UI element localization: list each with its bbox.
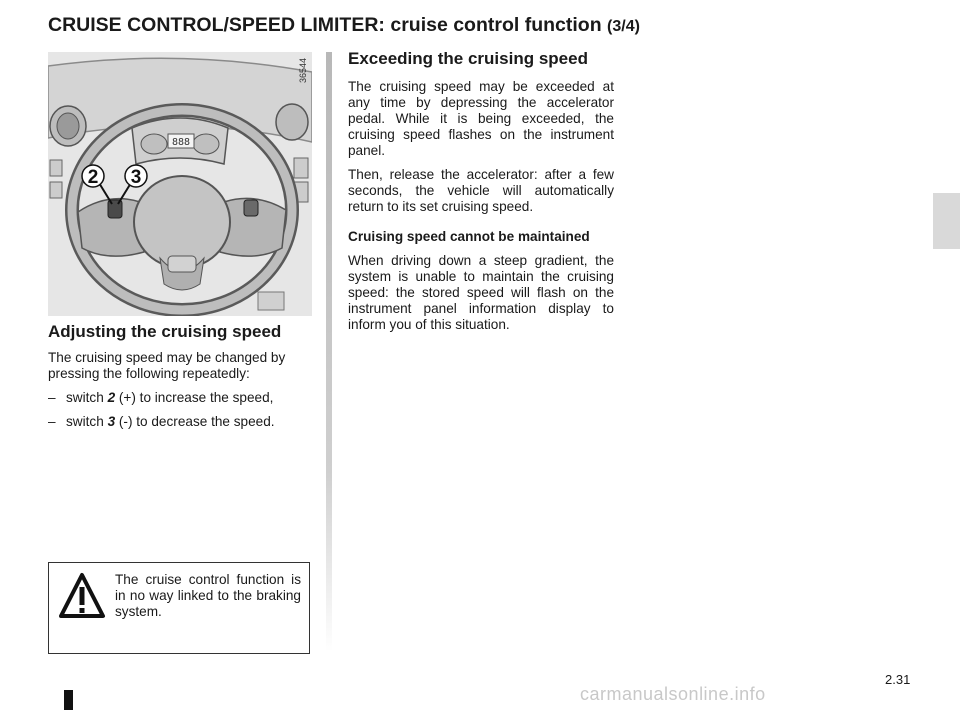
title-part: (3/4) [607,18,640,35]
exceeding-para-1: The cruising speed may be exceeded at any time by depressing the accelerator pedal. While it is being exceeded, the cruising speed flashes on the instrument panel. [348,79,614,159]
exceeding-para-2: Then, release the accelerator: after a few seconds, the vehicle will automatically return to its set cruising speed. [348,167,614,215]
steering-wheel-drawing [48,52,312,316]
list-prefix: switch [66,414,104,430]
cluster-display: 888 [171,137,191,148]
watermark: carmanualsonline.info [580,684,766,704]
adjusting-section [48,322,314,438]
list-dash: – [48,390,56,406]
list-suffix: (+) to increase the speed, [118,390,274,406]
switch-number: 2 [107,390,116,406]
corner-mark [64,690,73,710]
column-divider [326,52,332,652]
figure-number: 36544 [298,58,308,84]
page-number: 2.31 [885,672,911,687]
section-tab [933,193,960,249]
exceeding-section [348,49,614,341]
list-dash: – [48,414,56,430]
list-item-increase [48,390,314,406]
warning-triangle-icon [58,572,106,622]
callout-2: 2 [87,167,99,188]
adjusting-intro: The cruising speed may be changed by pressing the following repeatedly: [48,350,286,382]
adjusting-heading: Adjusting the cruising speed [48,322,282,341]
steering-wheel-illustration [48,52,312,316]
list-suffix: (-) to decrease the speed. [118,414,275,430]
maintain-para: When driving down a steep gradient, the system is unable to maintain the cruising speed: the stored speed will flash on the instrument panel information display to inform you of this situation. [348,253,614,333]
exceeding-heading: Exceeding the cruising speed [348,49,588,68]
warning-box [48,562,310,654]
callout-3: 3 [130,167,142,188]
maintain-subheading: Cruising speed cannot be maintained [348,229,590,245]
warning-text: The cruise control function is in no way linked to the braking system. [115,572,301,619]
list-prefix: switch [66,390,104,406]
switch-number: 3 [107,414,116,430]
page-title [48,14,640,37]
title-main: CRUISE CONTROL/SPEED LIMITER: cruise control function [48,14,602,36]
list-item-decrease [48,414,314,430]
